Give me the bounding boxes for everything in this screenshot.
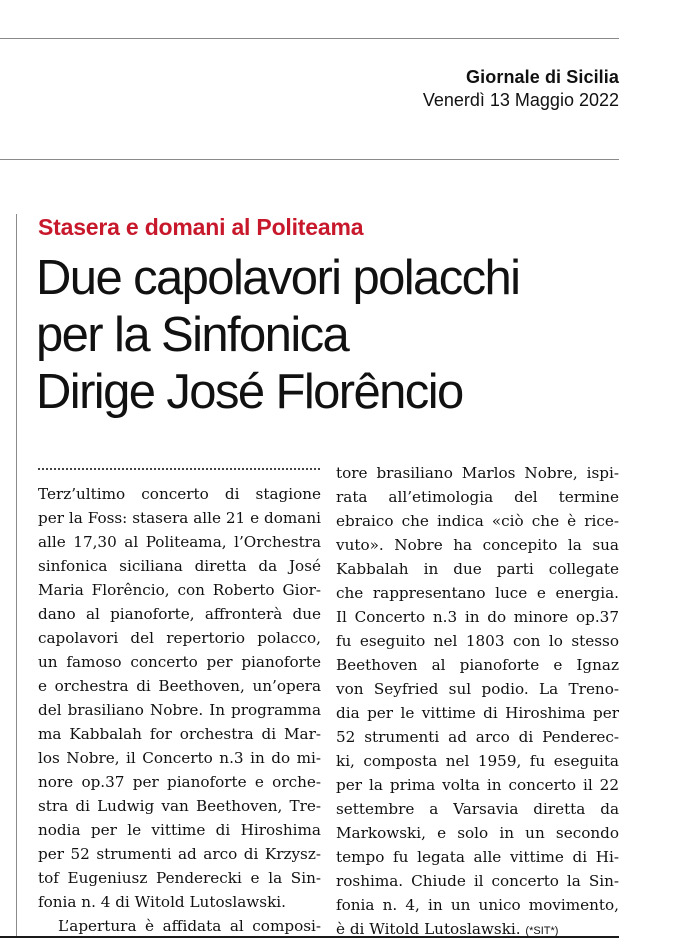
text-line: dano al pianoforte, affronterà due	[38, 605, 321, 623]
text-line: 52 strumenti ad arco di Penderec-	[336, 728, 619, 746]
text-line: capolavori del repertorio polacco,	[38, 629, 321, 647]
text-line: los Nobre, il Concerto n.3 in do mi-	[38, 749, 321, 767]
headline-line: per la Sinfonica	[36, 308, 349, 362]
text-line: ma Kabbalah for orchestra di Mar-	[38, 725, 321, 743]
text-line: che rappresentano luce e energia.	[336, 584, 619, 602]
text-line: sinfonica siciliana diretta da José	[38, 557, 321, 575]
dotted-separator	[38, 468, 320, 470]
text-line: Kabbalah in due parti collegate	[336, 560, 619, 578]
article-kicker: Stasera e domani al Politeama	[38, 214, 364, 240]
text-line: settembre a Varsavia diretta da	[336, 800, 619, 818]
text-line: ebraico che indica «ciò che è rice-	[336, 512, 619, 530]
text-line: rata all’etimologia del termine	[336, 488, 619, 506]
headline-line: Dirige José Florêncio	[36, 365, 463, 419]
text-line: tof Eugeniusz Penderecki e la Sin-	[38, 869, 321, 887]
text-line: per la Foss: stasera alle 21 e domani	[38, 509, 321, 527]
text-line: Il Concerto n.3 in do minore op.37	[336, 608, 619, 626]
text-line: tempo fu legata alle vittime di Hi-	[336, 848, 619, 866]
masthead	[423, 66, 619, 112]
text-line: roshima. Chiude il concerto la Sin-	[336, 872, 619, 890]
column-side-rule	[16, 214, 17, 936]
text-line: fonia n. 4, in un unico movimento,	[336, 896, 619, 914]
text-line: nodia per le vittime di Hiroshima	[38, 821, 321, 839]
headline-line: Due capolavori polacchi	[36, 251, 520, 305]
text-line: Terz’ultimo concerto di stagione	[38, 485, 321, 503]
text-line: nore op.37 per pianoforte e orche-	[38, 773, 321, 791]
text-line: e orchestra di Beethoven, un’opera	[38, 677, 321, 695]
text-line: fonia n. 4 di Witold Lutoslawski.	[38, 893, 286, 911]
text-line: ki, composta nel 1959, fu eseguita	[336, 752, 619, 770]
text-line: alle 17,30 al Politeama, l’Orchestra	[38, 533, 321, 551]
bottom-rule	[0, 936, 619, 938]
publication-date: Venerdì 13 Maggio 2022	[422, 90, 619, 110]
text-line: dia per le vittime di Hiroshima per	[336, 704, 619, 722]
text-line: stra di Ludwig van Beethoven, Tre-	[38, 797, 321, 815]
text-line: von Seyfried sul podio. La Treno-	[336, 680, 619, 698]
text-line: fu eseguito nel 1803 con lo stesso	[336, 632, 619, 650]
text-line: per 52 strumenti ad arco di Krzysz-	[38, 845, 321, 863]
author-signature: (*SIT*)	[525, 925, 559, 937]
text-line: del brasiliano Nobre. In programma	[38, 701, 321, 719]
text-line: vuto». Nobre ha concepito la sua	[336, 536, 619, 554]
text-line: Maria Florêncio, con Roberto Gior-	[38, 581, 321, 599]
article-headline	[36, 250, 636, 421]
text-line: L’apertura è affidata al composi-	[58, 917, 321, 935]
text-line: Beethoven al pianoforte e Ignaz	[336, 656, 619, 674]
article-column-2	[336, 461, 619, 941]
text-line: un famoso concerto per pianoforte	[38, 653, 321, 671]
text-line: per la prima volta in concerto il 22	[336, 776, 619, 794]
masthead-rule	[0, 159, 619, 160]
text-line: è di Witold Lutoslawski.	[336, 920, 521, 938]
article-column-1	[38, 482, 321, 938]
text-line: Markowski, e solo in un secondo	[336, 824, 619, 842]
text-line: tore brasiliano Marlos Nobre, ispi-	[336, 464, 619, 482]
top-rule	[0, 38, 619, 39]
newspaper-name: Giornale di Sicilia	[466, 67, 619, 87]
